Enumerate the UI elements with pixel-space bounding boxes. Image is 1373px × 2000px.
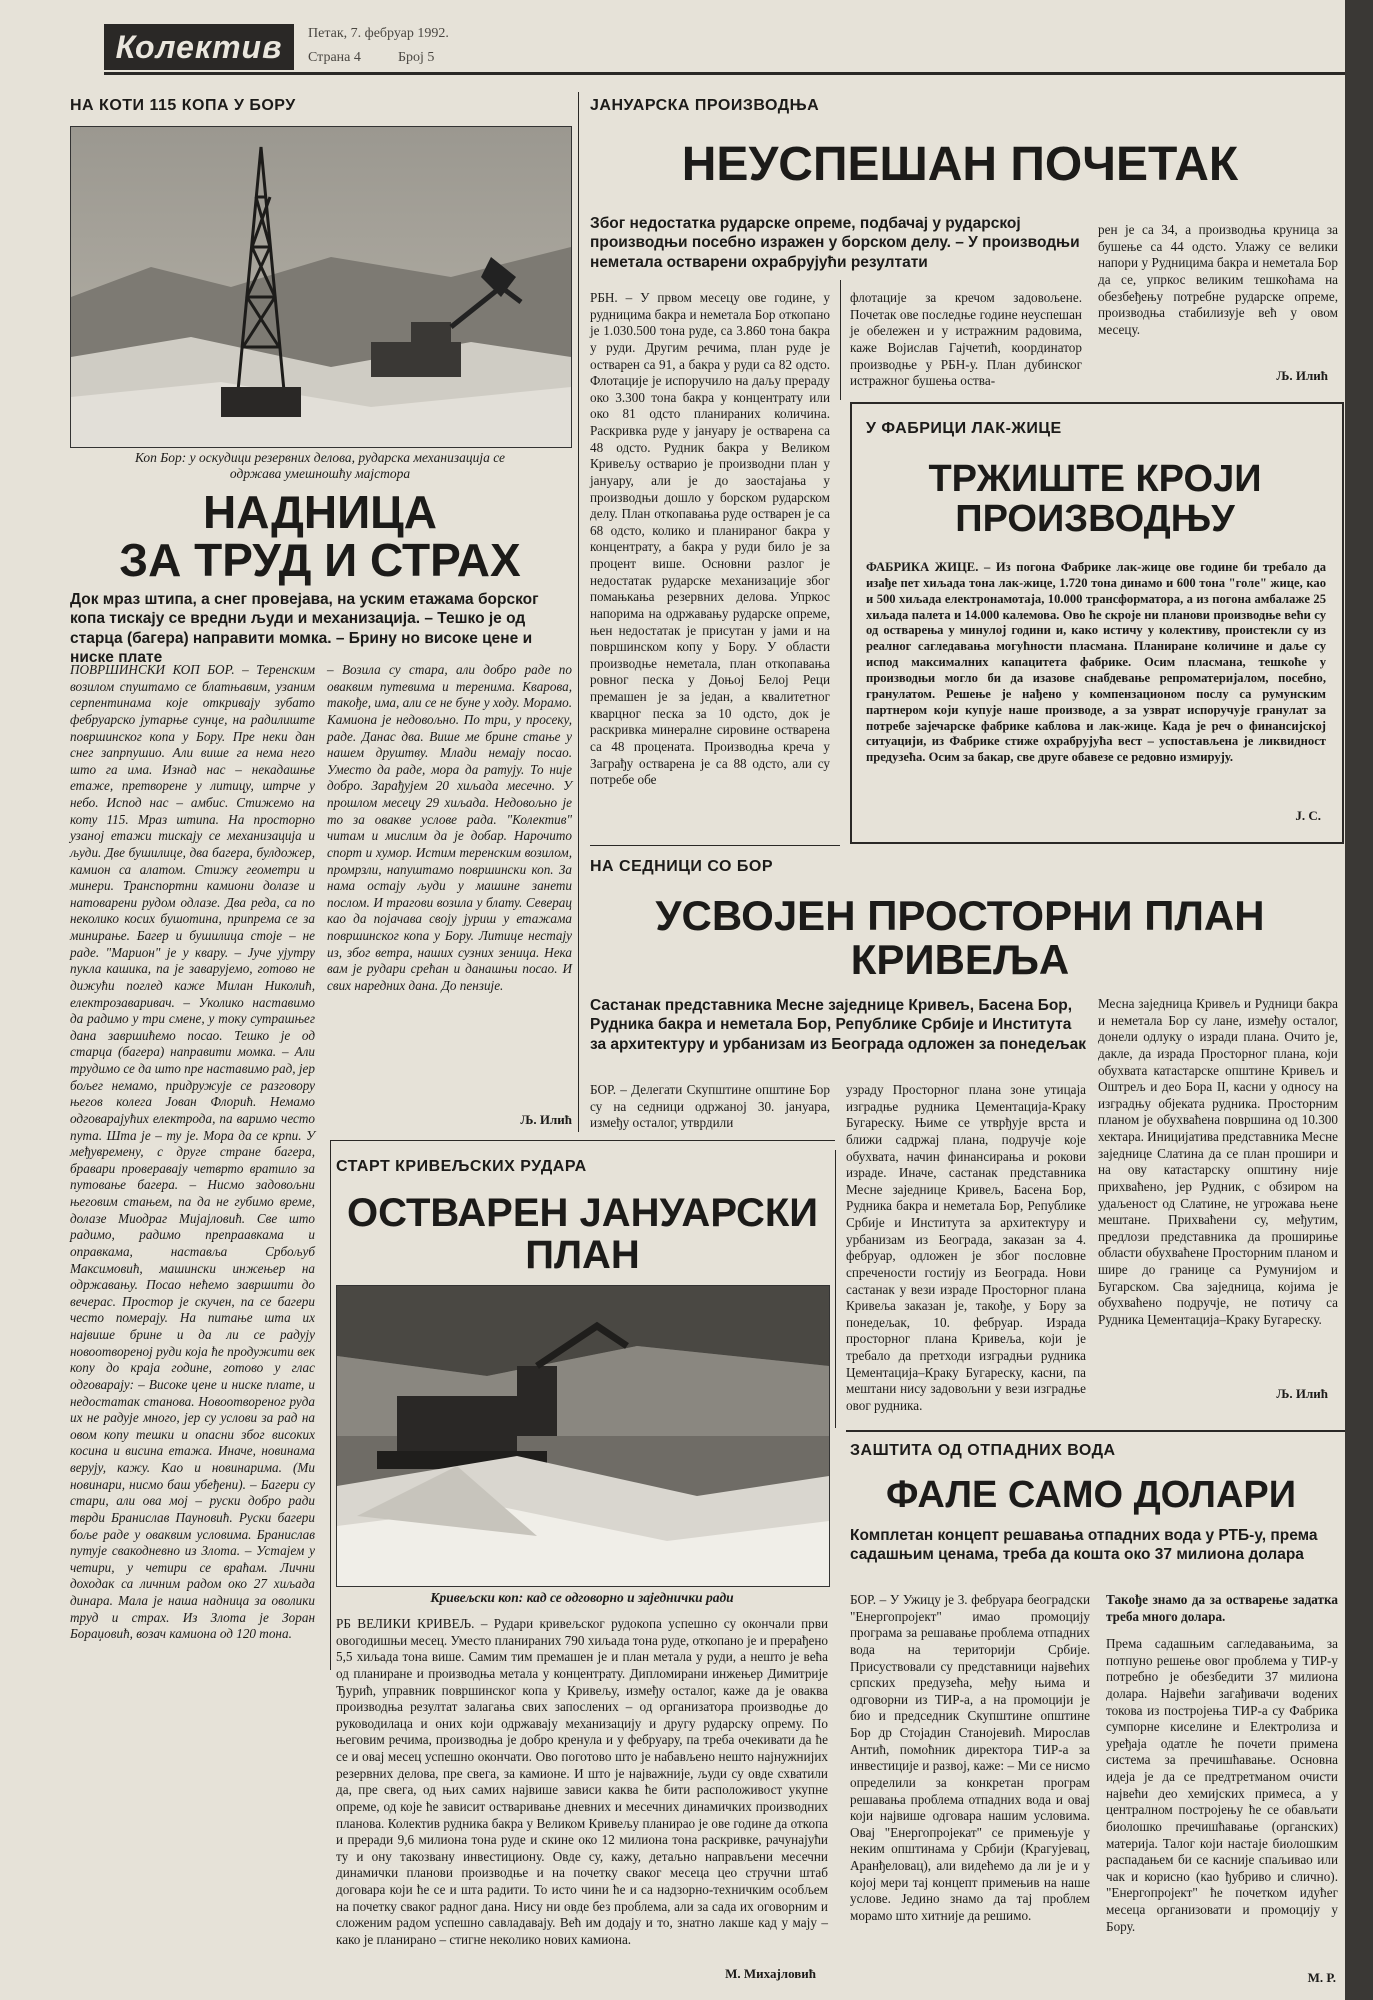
story1-deck: Док мраз штипа, а снег провејава, на уским етажама борског копа тискају се вредни људи и механизација. – Тешко је од старца (багера) направити момка. – Брину но високе цене и ниске плате	[70, 591, 539, 667]
story2-column1: РБН. – У првом месецу ове године, у рудницима бакра и неметала Бор откопано је 1.030.500 тона руде, са 3.860 тона бакра у руди. Другим речима, план руде је остварен са 91, а бакра у руди са 82 одсто. Флотације је испоручило на даљу прераду око 3.300 тона бакра у концентрату или око 81 одсто планираних количина. Раскривка руде у јануару је остварена са 48 одсто. Рудник бакра у Великом Кривељу остварио је производни план у јануару, али је до заостајања у производњи дошло у борском рударском делу. План откопавања руде остварен је са 68 одсто, колико и планираног бакра у концентрату, а бакра у руди било је за процент више. Основни разлог је недостатак рударске механизације због помањкања резервних делова. Упркос напорима на одржавању рударске опреме, њен недостатак је присутан у јами и на површинском копу у Бору. У области производње неметала, план откопавања ровног песка у Доњој Белој Реци премашен је за један, а квалитетног кварцног песка за 10 одсто, док је раскривка минералне сировине остварена са 48 процената. Производња креча у Заграђу остварена је са 88 одсто, али су потребе обе	[590, 290, 830, 788]
page-number: Страна 4	[308, 50, 361, 65]
story4-column3: Месна заједница Кривељ и Рудници бакра и неметала Бор су лане, између осталог, донели одлуку о изради плана. Очито је, дакле, да израда Просторног плана, који обухвата катастарске општине Кривељ и Оштрељ и део Бора II, касни у односу на изградњу објеката рудника. Просторним планом је обухваћена површина од 10.300 хектара. Иницијатива представника Месне заједнице Слатина да се план прошири и на ову катастарску општину није прихваћено, јер Рудник, с обзиром на удаљеност од Слатине, не угрожава њене мештане. Прихваћени су, међутим, предлози представника да прошириње области обухваћене Просторним планом и шире до границе са Румунијом и Бугарском. Сва заједница, којима је обухваћено подручје, не потичу са Рудника Цементација–Краку Бугареску.	[1098, 996, 1338, 1327]
drilling-rig-image	[71, 127, 571, 447]
krivelj-pit-photo	[336, 1285, 830, 1587]
story1-column2: – Возила су стара, али добро раде по оваквим путевима и теренима. Кварова, такође, има, али се не буне у ходу. Морамо. Камиона је недовољно. По три, у просеку, раде. Данас два. Више ме брине стање у нашем друштву. Млади немају посао. Уместо да раде, мора да ратују. То није добро. Зарађујем 20 хиљада месечно. У прошлом месецу 29 хиљада. Недовољно је то за овакве услове рада. "Колектив" читам и мислим да је добар. Нарочито спорт и хумор. Истим теренским возилом, промрзли, напуштамо површински коп. За нама остају људи у машине занети послом. И трагови возила у блату. Северац као да појачава своју јуриш у етажама површинског копа у Бору. Литице нестају из, због ветра, наших сузних зеница. Нека вам је рудари срећан и данашњи посао. И свих наредних дана. До пензије.	[327, 662, 572, 993]
story4-deck: Састанак представника Месне заједнице Кривељ, Басена Бор, Рудника бакра и неметала Бор, Републике Србије и Института за архитектуру и урбанизам из Београда одложен за понедељак	[590, 997, 1086, 1053]
column-divider	[840, 280, 841, 400]
column-divider	[835, 1150, 836, 1428]
masthead-rule	[104, 72, 1345, 75]
story3-headline-line2: ПРОИЗВОДЊУ	[955, 497, 1235, 540]
story6-headline: ФАЛЕ САМО ДОЛАРИ	[885, 1474, 1297, 1516]
story6-signature: М. Р.	[1307, 1970, 1336, 1985]
story2-kicker: ЈАНУАРСКА ПРОИЗВОДЊА	[590, 97, 820, 114]
story4-column2: узраду Просторног плана зоне утицаја изградње рудника Цементација-Краку Бугареску. Њиме се утврђује врста и ближи садржај плана, подручје које обухвата, начин финансирања и рокови израде. Иначе, састанак представника Месне заједнице Кривељ, Басена Бор, Рудника бакра и неметала Бор, Републике Србије и Института за архитектуру и урбанизам из Београда, заказан за 4. фебруар, одложен је због пословне спречености гостију из Београда. Нови састанак у вези израде Просторног плана Кривеља заказан је, такође, у Бору за понедељак, 10. фебруар. Израда просторног плана Кривеља, који је требало да претходи изградњи рудника Цементација–Краку Бугареску, касни, па мештани нису задовољни у вези изградње овог рудника.	[846, 1082, 1086, 1413]
story1-headline-line1: НАДНИЦА	[202, 486, 438, 538]
story1-headline-line2: ЗА ТРУД И СТРАХ	[119, 534, 521, 587]
story4-column1: БОР. – Делегати Скупштине општине Бор су на седници одржаној 30. јануара, између осталог, утврдили	[590, 1082, 830, 1131]
story1-kicker: НА КОТИ 115 КОПА У БОРУ	[70, 97, 296, 114]
story4-kicker: НА СЕДНИЦИ СО БОР	[590, 858, 774, 875]
story6-column2: Према садашњим сагледавањима, за потпуно решење овог проблема у ТИР-у потребно је обезбедити 37 милиона долара. Највећи загађивачи водених токова из постројења ТИР-а су Фабрика сумпорне киселине и Електролиза и уређаја одатле ће почети примена система за пречишћавање. Основна идеја је да се предтретманом очисти највећи део хемијских примеса, а у централном постројењу ће се обављати биолошко пречишћавање (органских) материја. Талог који настаје биолошким распадањем би се касније спаљивао или чак и корисно (као ђубриво и слично). "Енергопројект" ће почетком идућег месеца организовати и промоцију у Бору.	[1106, 1636, 1338, 1934]
story5-caption: Кривељски коп: кад се одговорно и заједнички ради	[430, 1590, 734, 1605]
story5-headline-line1: ОСТВАРЕН ЈАНУАРСКИ	[346, 1191, 819, 1235]
story1-signature: Љ. Илић	[520, 1112, 572, 1127]
story5-body: РБ ВЕЛИКИ КРИВЕЉ. – Рудари кривељског рудокопа успешно су окончали први овогодишњи месец. Уместо планираних 790 хиљада тона руде, откопано је и прерађено 5,5 хиљада тона више. Самим тим премашен је и план метала у руди, а нешто је већа од планиране и производња метала у концентрату. Дипломирани инжењер Димитрије Ђурић, управник површинског копа у Кривељу, између осталог, каже да је оваква производња резултат залагања свих запослених – од организатора производње до руководилаца и оних који одржавају механизацију и другу рударску опрему. По његовим речима, производња је добро кренула и у фебруару, па треба очекивати да ће се и овај месец успешно окончати. Ово поготово што је набављено нешто најнужнијих резервних делова, пре свега, за камионе. И што је најважније, људи су овде схватили да, пре свега, од њих самих највише зависи каква ће бити расположивост укупне опреме, од које ће зависит остваривање дневних и месечних динамичких производних планова. Колектив рудника бакра у Великом Кривељу планирао је ове године да откопа и преради 9,6 милиона тона руде и скине око 12 милиона тона раскривке, рачунајући ту и ону такозвану инвестициону. Овде су, кажу, детаљно направљени месечни динамички планови производње и на почетку сваког месеца цео стручни штаб договара који ће се и шта радити. То исто чини ће и са надзорно-техничким особљем на почетку сваког радног дана. Нису ни овде без проблема, али за сада их оговорним и сложеним радом успешно савладавају. Већ им додају и то, знатно лакше кад у мају – како је планирано – стигне неколико нових камиона.	[336, 1616, 828, 1947]
story1-column1: ПОВРШИНСКИ КОП БОР. – Теренским возилом спуштамо се блатњавим, узаним серпентинама које откривају зубато фебруарско јутарње сунце, на радилиште површинског копа у Бору. Пре неки дан снег запрпушио. Али више га нема него што га има. Изнад нас – некадашње етаже, претворене у литицу, штрче у небо. Испод нас – амбис. Стижемо на коту 115. Мраз штипа. На просторно узаној етажи тискају се механизација и људи. Две бушилице, два багера, булдожер, камион са алатом. Стижу геометри и минери. Транспортни камиони долазе и натоварени рудом одлазе. Два реда, са по неколико косих бушотина, припрема се за минирање. Багер и бушилица стоје – не раде. "Марион" је у квару. – Јуче ујутру пукла кашика, па је заварујемо, готово не дижући поглед каже Милан Николић, електрозаваривач. – Уколико наставимо да радимо у три смене, у току сутрашњег дана завршићемо посао. Тешко је од старца (багера) направити момка. – Али трудимо се да што пре наставимо рад, јер бољег немамо, придружује се разговору његов колега Јован Флорић. Немамо одговарајућих електрода, па варимо често пута. Шта је – ту је. Мора да се крпи. У међувремену, с друге стране багера, бравари проверавају четврто вратило за путовање багера. – Нисмо задовољни његовим стањем, па да не губимо време, долазе Миодраг Мијајловић. Све што радимо, радимо препраавкама и оправкама, наставља Србољуб Максимовић, машински инжењер на одржавању. Посао нећемо завршити до вечерас. Простор је скучен, па се багери често померају. На питање шта их највише брине и да ли се радују новоотвореној руди која ће продужити век копу до краја године, готово у глас одговарају: – Високе цене и ниске плате, и недостатак станова. Новоотвореног руда их не радује много, јер су услови за рад на овом копу тешки и опасни због високих косина и висина етажа. Иначе, новинама верују, кажу. Као и новинарима. (Ми новинари, нисмо баш убеђени). – Багери су стари, али ова мој – руски добро ради тврди Бранислав Пауновић. Руски багери боље раде у оваквим условима. Бранислав путује свакодневно из Злота. – Устајем у четири, у четири се враћам. Лични доходак са личним радом око 27 хиљада динара. Мала је наша надница за оволики труд и страх. Из Злота је Зоран Бораџовић, возач камиона од 120 тона.	[70, 662, 315, 1642]
story6-column2-lead: Такође знамо да за остварење задатка треба много долара.	[1106, 1592, 1338, 1624]
story4-signature: Љ. Илић	[1276, 1386, 1328, 1401]
story5-top-rule	[330, 1140, 835, 1141]
story1-caption-line2: одржава умешношћу мајстора	[229, 466, 411, 482]
story3-signature: J. C.	[1295, 808, 1321, 823]
story1-caption-line1: Коп Бор: у оскудици резервних делова, рударска механизација се	[134, 450, 506, 465]
newspaper-logo: Колектив	[104, 24, 294, 70]
story4-top-rule	[590, 845, 840, 846]
mine-drilling-photo	[70, 126, 572, 448]
story6-column1: БОР. – У Ужицу је 3. фебруара београдски "Енергопројект" имао промоцију програма за решавање проблема отпадних вода на територији Србије. Присуствовали су представници највећих српских предузећа, међу њима и одговорни из ТИР-а, а на промоцији је био и председник Скупштине општине Бор др Стојадин Станојевић. Мирослав Антић, помоћник директора ТИР-а за инвестиције и развој, каже: – Ми се нисмо определили за конкретан програм решавања проблема отпадних вода и овај који највише одговара нашим условима. Овај "Енергопројекат" се примењује у неким општинама у Србији (Крагујевац, Аранђеловац), али видећемо да ли је и у којој мери тај концепт примењив на наше услове. Једино знамо да тај проблем морамо што хитније да решимо.	[850, 1592, 1090, 1923]
story2-column2: флотације за кречом задовољене. Почетак ове последње године неуспешан је обележен и у истражним радовима, каже Војислав Гајчетић, координатор производње у РБН-у. План дубинског истражног бушења оства-	[850, 290, 1082, 389]
story3-body: ФАБРИКА ЖИЦЕ. – Из погона Фабрике лак-жице ове године би требало да изађе пет хиљада тона лак-жице, 1.720 тона динамо и 600 тона "голе" жице, као и 500 хиљада електронамотаја, 10.000 трансформатора, а из погона амбалаже 25 хиљада палета и 14.000 калемова. Ово ће скроје ни планови производње већи су од остварења у минулој години и, како истичу у колективу, проистекли су из реалног сагледавања могућности пласмана. Планиране количине и даље су испод максималних капацитета фабрике. Осим пласмана, тешкоће у производњи могло би да изазове снабдевање репроматеријалом, посебно, гранулатом. Решење је нађено у компензационом послу са румунским партнером који купује наше производе, а за узврат испоручује гранулат за потребе зајечарске фабрике каблова и лак-жице. Када је реч о финансијској ситуацији, из Фабрике стиже охрабрујућа вест – успостављена је ликвидност предузећа. Осим за бакар, све друге обавезе се редовно измирују.	[866, 560, 1326, 765]
story5-kicker: СТАРТ КРИВЕЉСКИХ РУДАРА	[336, 1158, 587, 1175]
story5-signature: М. Михајловић	[725, 1966, 816, 1981]
story2-signature: Љ. Илић	[1276, 368, 1328, 383]
story2-column3: рен је са 34, а производња круница за бушење са 44 одсто. Улажу се велики напори у Рудницима бакра и неметала Бор да се, упркос великим тешкоћама на обезбеђењу потребне рударске опреме, производња стабилизује већ у овом месецу.	[1098, 222, 1338, 337]
story2-deck: Због недостатка рударске опреме, подбачај у рударској производњи посебно изражен у борском делу. – У производњи неметала остварени охрабрујући резултати	[590, 215, 1080, 271]
story6-kicker: ЗАШТИТА ОД ОТПАДНИХ ВОДА	[850, 1442, 1116, 1459]
story6-top-rule	[846, 1430, 1345, 1432]
column-divider	[578, 92, 579, 1132]
story4-headline-line1: УСВОЈЕН ПРОСТОРНИ ПЛАН	[655, 892, 1265, 939]
story3-kicker: У ФАБРИЦИ ЛАК-ЖИЦЕ	[866, 420, 1062, 437]
page-edge-shadow	[1345, 0, 1373, 2000]
story3-headline-line1: ТРЖИШТЕ КРОЈИ	[928, 458, 1262, 500]
issue-date: Петак, 7. фебруар 1992.	[308, 26, 449, 41]
issue-number: Број 5	[398, 50, 435, 65]
story4-headline-line2: КРИВЕЉА	[850, 936, 1070, 984]
story2-headline: НЕУСПЕШАН ПОЧЕТАК	[681, 138, 1239, 191]
krivelj-excavator-image	[337, 1286, 829, 1586]
story6-deck: Комплетан концепт решавања отпадних вода у РТБ-у, према садашњим ценама, треба да кошта око 37 милиона долара	[850, 1527, 1318, 1564]
story5-headline-line2: ПЛАН	[525, 1233, 640, 1277]
